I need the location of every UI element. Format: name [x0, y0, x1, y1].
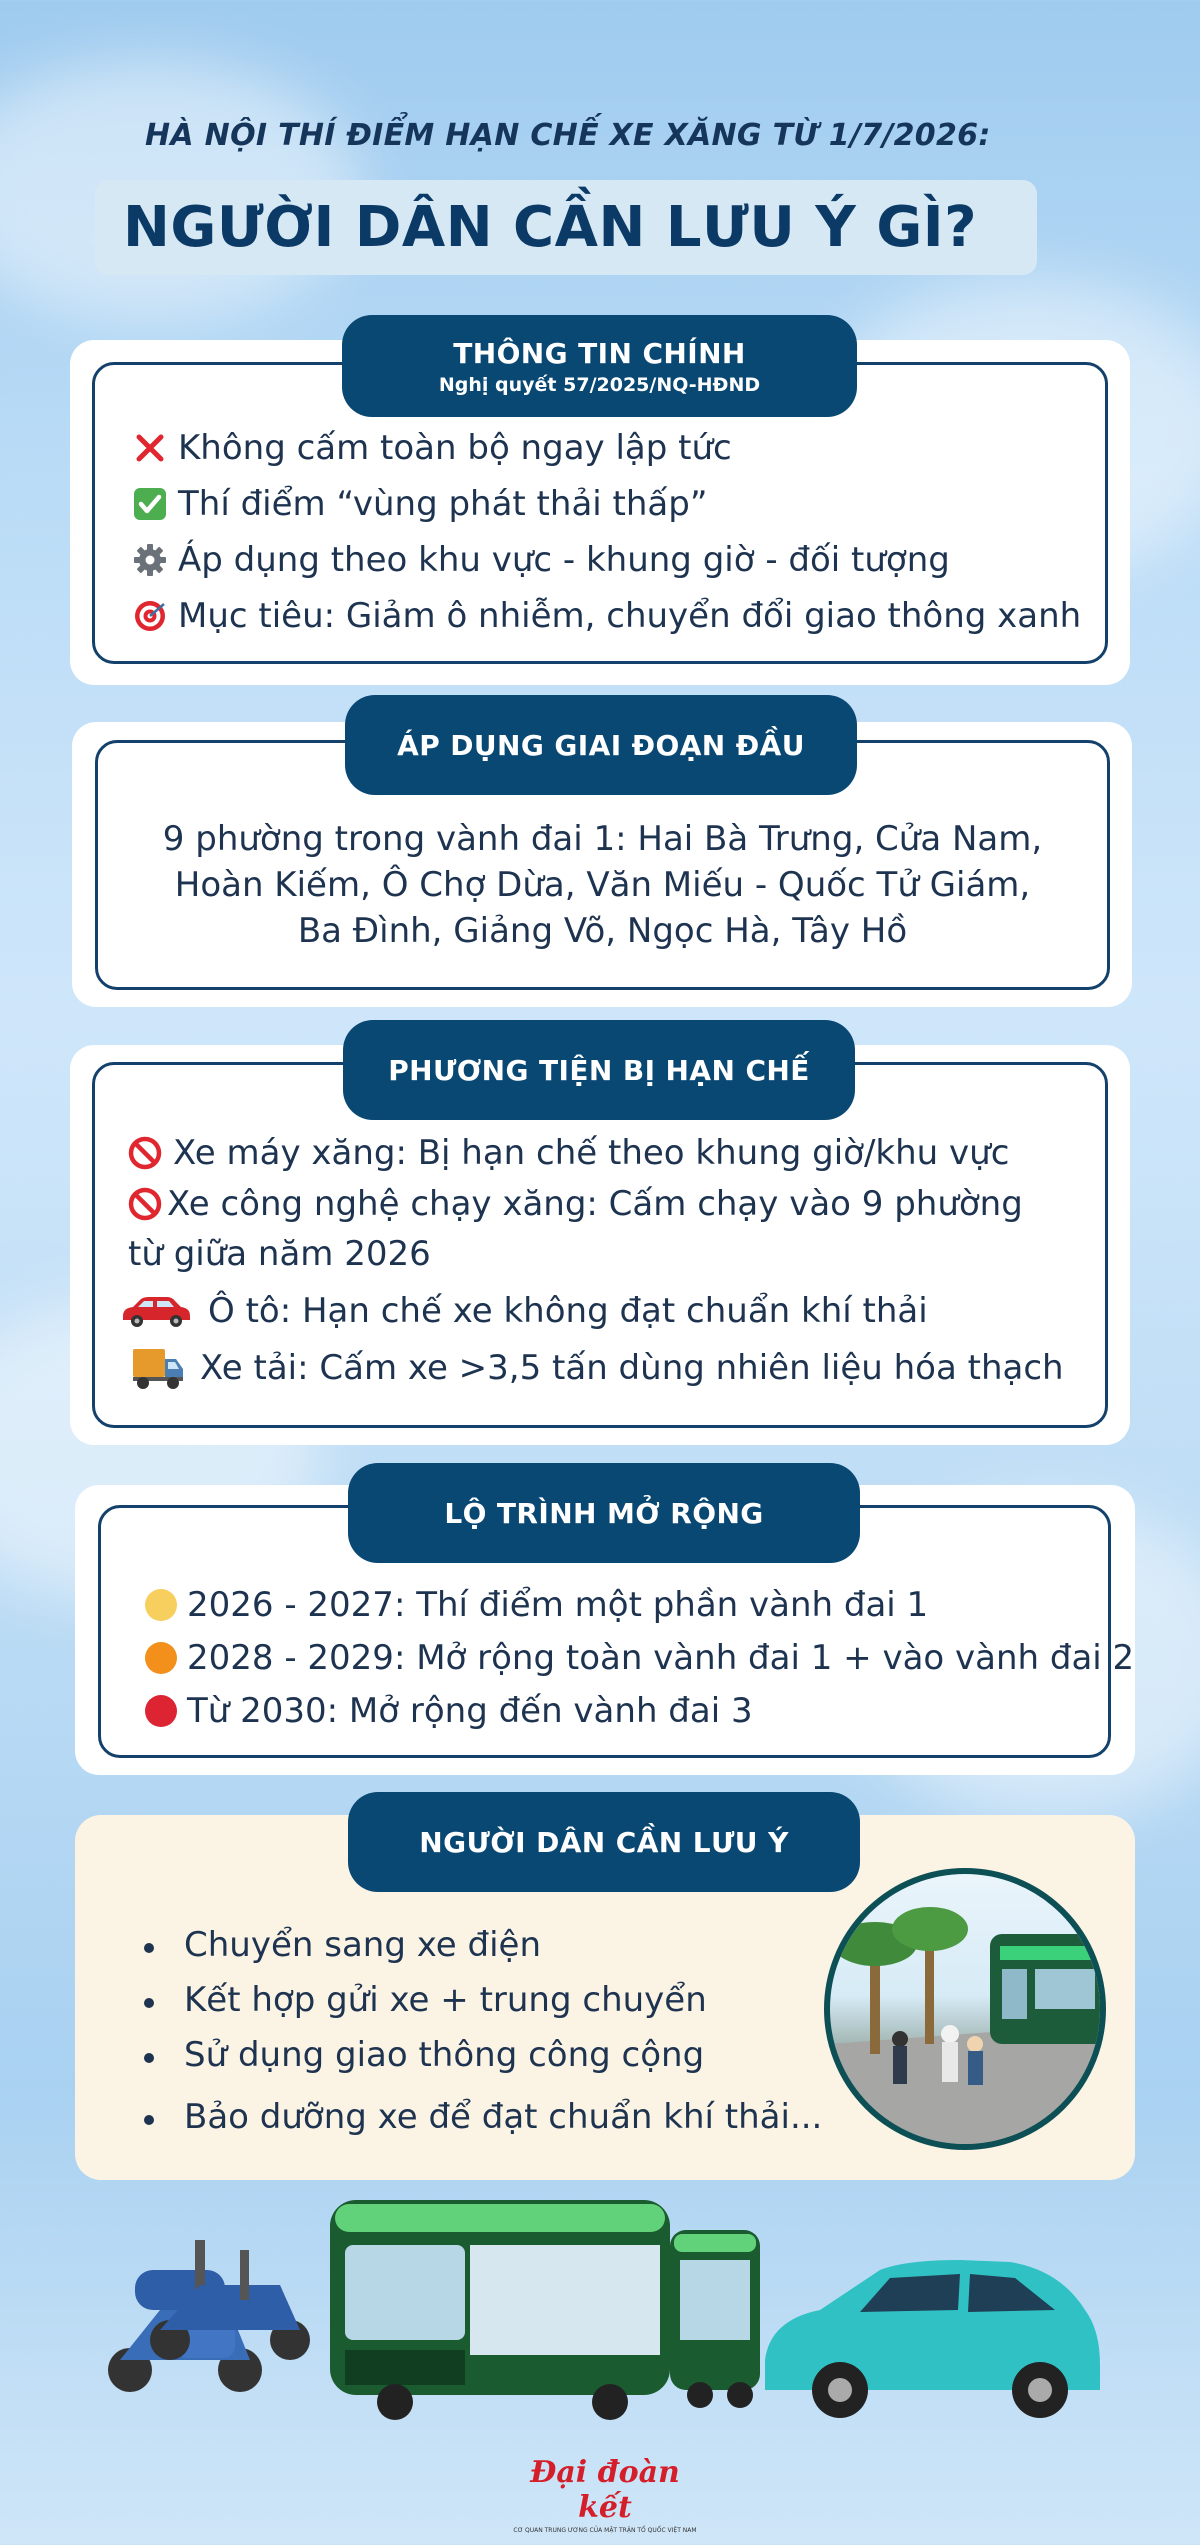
roadmap-heading: LỘ TRÌNH MỞ RỘNG [444, 1496, 764, 1530]
main-info-item [130, 540, 950, 580]
main-info-item-text: Áp dụng theo khu vực - khung giờ - đối tượng [178, 540, 950, 580]
restricted-item [125, 1133, 1009, 1173]
main-info-item [130, 428, 732, 468]
roadmap-item [145, 1585, 928, 1625]
restricted-item [118, 1291, 928, 1331]
main-info-item-text: Mục tiêu: Giảm ô nhiễm, chuyển đổi giao thông xanh [178, 596, 1082, 636]
roadmap-item-text: 2028 - 2029: Mở rộng toàn vành đai 1 + vào vành đai 2 [187, 1638, 1135, 1678]
cross-mark-icon [130, 428, 170, 468]
header-kicker: HÀ NỘI THÍ ĐIỂM HẠN CHẾ XE XĂNG TỪ 1/7/2026: [145, 118, 991, 153]
restricted-item-text: Ô tô: Hạn chế xe không đạt chuẩn khí thải [208, 1291, 928, 1331]
phase-one-heading-pill [345, 695, 857, 795]
main-info-item [130, 484, 707, 524]
prohibited-icon [125, 1133, 165, 1173]
restricted-item-text: từ giữa năm 2026 [128, 1234, 431, 1274]
citizens-list-item: Sử dụng giao thông công cộng [140, 2035, 822, 2097]
logo-tagline: CƠ QUAN TRUNG ƯƠNG CỦA MẶT TRẬN TỔ QUỐC VIỆT NAM [513, 2527, 697, 2534]
restricted-item [125, 1184, 1023, 1224]
restricted-item-text: Xe công nghệ chạy xăng: Cấm chạy vào 9 phường [167, 1184, 1023, 1224]
main-info-heading: THÔNG TIN CHÍNH [453, 336, 746, 370]
car-icon [118, 1291, 194, 1331]
gear-icon [130, 540, 170, 580]
red-circle-icon [145, 1695, 177, 1727]
main-info-item [130, 596, 1081, 636]
bus-stop-photo [824, 1868, 1106, 2150]
phase-one-line: 9 phường trong vành đai 1: Hai Bà Trưng, Cửa Nam, [162, 819, 1043, 859]
restricted-item-continuation [128, 1234, 431, 1274]
roadmap-heading-pill [348, 1463, 860, 1563]
citizens-list-item: Kết hợp gửi xe + trung chuyển [140, 1980, 822, 2035]
logo-wordmark: Đại đoàn kết [530, 2455, 680, 2525]
restricted-item [130, 1348, 1064, 1388]
citizens-list-item: Bảo dưỡng xe để đạt chuẩn khí thải... [140, 2097, 822, 2137]
phase-one-heading: ÁP DỤNG GIAI ĐOẠN ĐẦU [397, 728, 805, 762]
target-icon [130, 596, 170, 636]
citizens-list-item: Chuyển sang xe điện [140, 1925, 822, 1980]
page-title: NGƯỜI DÂN CẦN LƯU Ý GÌ? [123, 195, 978, 260]
citizens-list [140, 1925, 822, 2137]
electric-bus-icon [330, 2200, 670, 2420]
newspaper-logo [500, 2455, 710, 2534]
yellow-circle-icon [145, 1589, 177, 1621]
title-banner [95, 180, 1037, 275]
electric-bus-icon [670, 2230, 760, 2408]
restricted-heading: PHƯƠNG TIỆN BỊ HẠN CHẾ [388, 1053, 810, 1087]
check-mark-icon [130, 484, 170, 524]
roadmap-item [145, 1691, 753, 1731]
phase-one-line: Hoàn Kiếm, Ô Chợ Dừa, Văn Miếu - Quốc Tử Giám, [174, 865, 1031, 905]
prohibited-icon [125, 1184, 165, 1224]
roadmap-item-text: 2026 - 2027: Thí điểm một phần vành đai 1 [187, 1585, 929, 1625]
phase-one-wards [95, 816, 1110, 954]
restricted-heading-pill [343, 1020, 855, 1120]
main-info-item-text: Thí điểm “vùng phát thải thấp” [178, 484, 708, 524]
restricted-item-text: Xe máy xăng: Bị hạn chế theo khung giờ/khu vực [173, 1133, 1010, 1173]
phase-one-line: Ba Đình, Giảng Võ, Ngọc Hà, Tây Hồ [297, 911, 908, 951]
vehicles-illustration [0, 2190, 1200, 2430]
citizens-heading: NGƯỜI DÂN CẦN LƯU Ý [419, 1825, 789, 1859]
main-info-heading-pill [342, 315, 857, 417]
roadmap-item-text: Từ 2030: Mở rộng đến vành đai 3 [187, 1691, 753, 1731]
truck-icon [130, 1348, 186, 1388]
orange-circle-icon [145, 1642, 177, 1674]
citizens-heading-pill [348, 1792, 860, 1892]
main-info-subheading: Nghị quyết 57/2025/NQ-HĐND [438, 373, 761, 396]
electric-taxi-icon [765, 2260, 1100, 2418]
restricted-item-text: Xe tải: Cấm xe >3,5 tấn dùng nhiên liệu hóa thạch [200, 1348, 1064, 1388]
main-info-item-text: Không cấm toàn bộ ngay lập tức [178, 428, 732, 468]
roadmap-item [145, 1638, 1134, 1678]
